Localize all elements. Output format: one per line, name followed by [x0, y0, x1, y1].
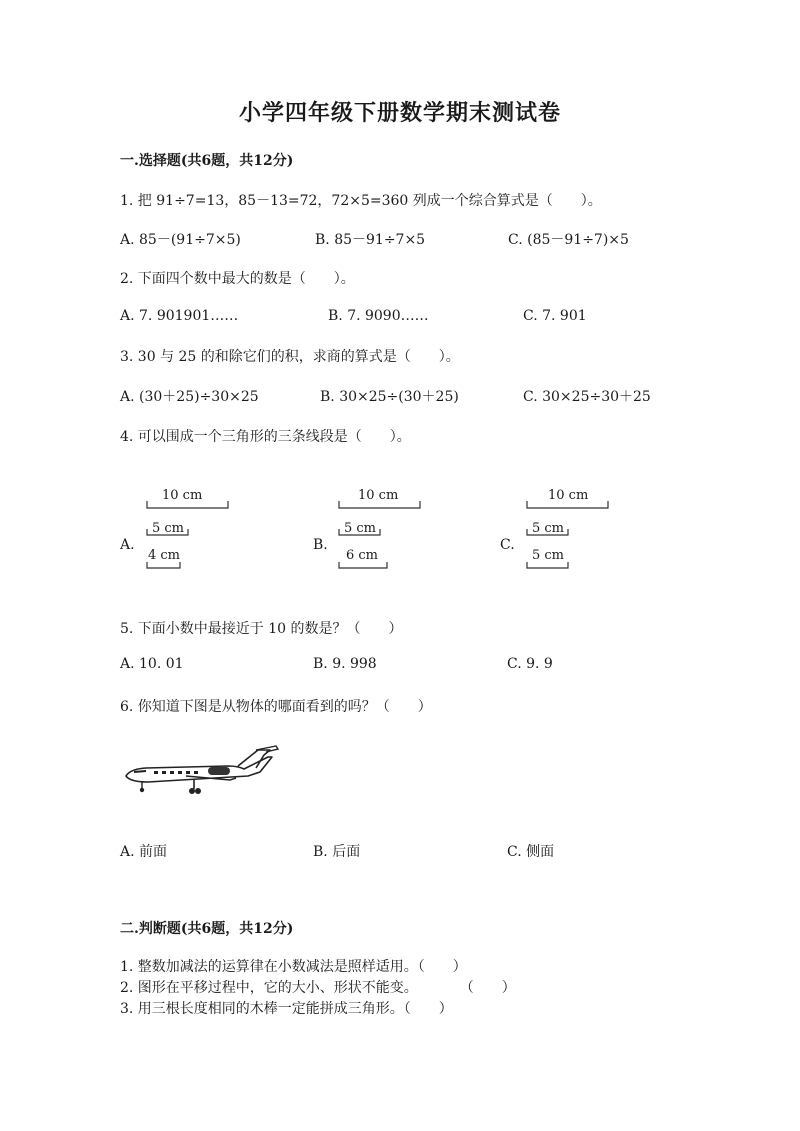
- section-title-judgement: 二.判断题(共6题，共12分): [120, 921, 294, 937]
- segment-label: 5 cm: [344, 521, 377, 536]
- q5-option-a: A. 10. 01: [120, 656, 184, 672]
- q3-option-b: B. 30×25÷(30＋25): [320, 389, 459, 405]
- airplane-side-view-image: [120, 742, 280, 806]
- question-5: 5. 下面小数中最接近于 10 的数是？（ ）: [120, 621, 403, 637]
- page-title: 小学四年级下册数学期末测试卷: [238, 100, 561, 126]
- q4-figure-c: [522, 482, 622, 578]
- q6-option-a: A. 前面: [120, 844, 168, 860]
- q2-option-a: A. 7. 901901……: [120, 308, 239, 324]
- segment-label: 6 cm: [346, 548, 379, 563]
- q2-option-b: B. 7. 9090……: [328, 308, 429, 324]
- segment-label: 10 cm: [548, 488, 589, 503]
- question-6: 6. 你知道下图是从物体的哪面看到的吗？（ ）: [120, 699, 432, 715]
- q2-option-c: C. 7. 901: [523, 308, 587, 324]
- judgement-question-3: 3. 用三根长度相同的木棒一定能拼成三角形。（ ）: [120, 1001, 453, 1017]
- segment-label: 5 cm: [532, 521, 565, 536]
- q4-figure-b: [334, 482, 434, 578]
- question-2: 2. 下面四个数中最大的数是（ ）。: [120, 271, 355, 287]
- segment-label: 5 cm: [532, 548, 565, 563]
- question-1: 1. 把 91÷7=13，85－13=72，72×5=360 列成一个综合算式是（ ）。: [120, 193, 602, 209]
- q3-option-a: A. (30＋25)÷30×25: [120, 389, 259, 405]
- judgement-question-2: 2. 图形在平移过程中，它的大小、形状不能变。 （ ）: [120, 980, 516, 996]
- q1-option-a: A. 85－(91÷7×5): [120, 232, 241, 248]
- question-3: 3. 30 与 25 的和除它们的积，求商的算式是（ ）。: [120, 349, 460, 365]
- q3-option-c: C. 30×25÷30＋25: [523, 389, 651, 405]
- q4-option-c: C.: [500, 537, 515, 553]
- q5-option-c: C. 9. 9: [507, 656, 553, 672]
- segment-label: 4 cm: [148, 548, 181, 563]
- section-title-choice: 一.选择题(共6题，共12分): [120, 153, 294, 169]
- q4-option-b: B.: [313, 537, 328, 553]
- q6-option-c: C. 侧面: [507, 844, 555, 860]
- q1-option-c: C. (85－91÷7)×5: [508, 232, 629, 248]
- q6-option-b: B. 后面: [313, 844, 361, 860]
- question-4: 4. 可以围成一个三角形的三条线段是（ ）。: [120, 429, 411, 445]
- q5-option-b: B. 9. 998: [313, 656, 377, 672]
- segment-label: 5 cm: [152, 521, 185, 536]
- judgement-question-1: 1. 整数加减法的运算律在小数减法是照样适用。（ ）: [120, 959, 467, 975]
- q1-option-b: B. 85－91÷7×5: [315, 232, 426, 248]
- q4-option-a: A.: [120, 537, 135, 553]
- segment-label: 10 cm: [162, 488, 203, 503]
- q4-figure-a: [142, 482, 242, 578]
- segment-label: 10 cm: [358, 488, 399, 503]
